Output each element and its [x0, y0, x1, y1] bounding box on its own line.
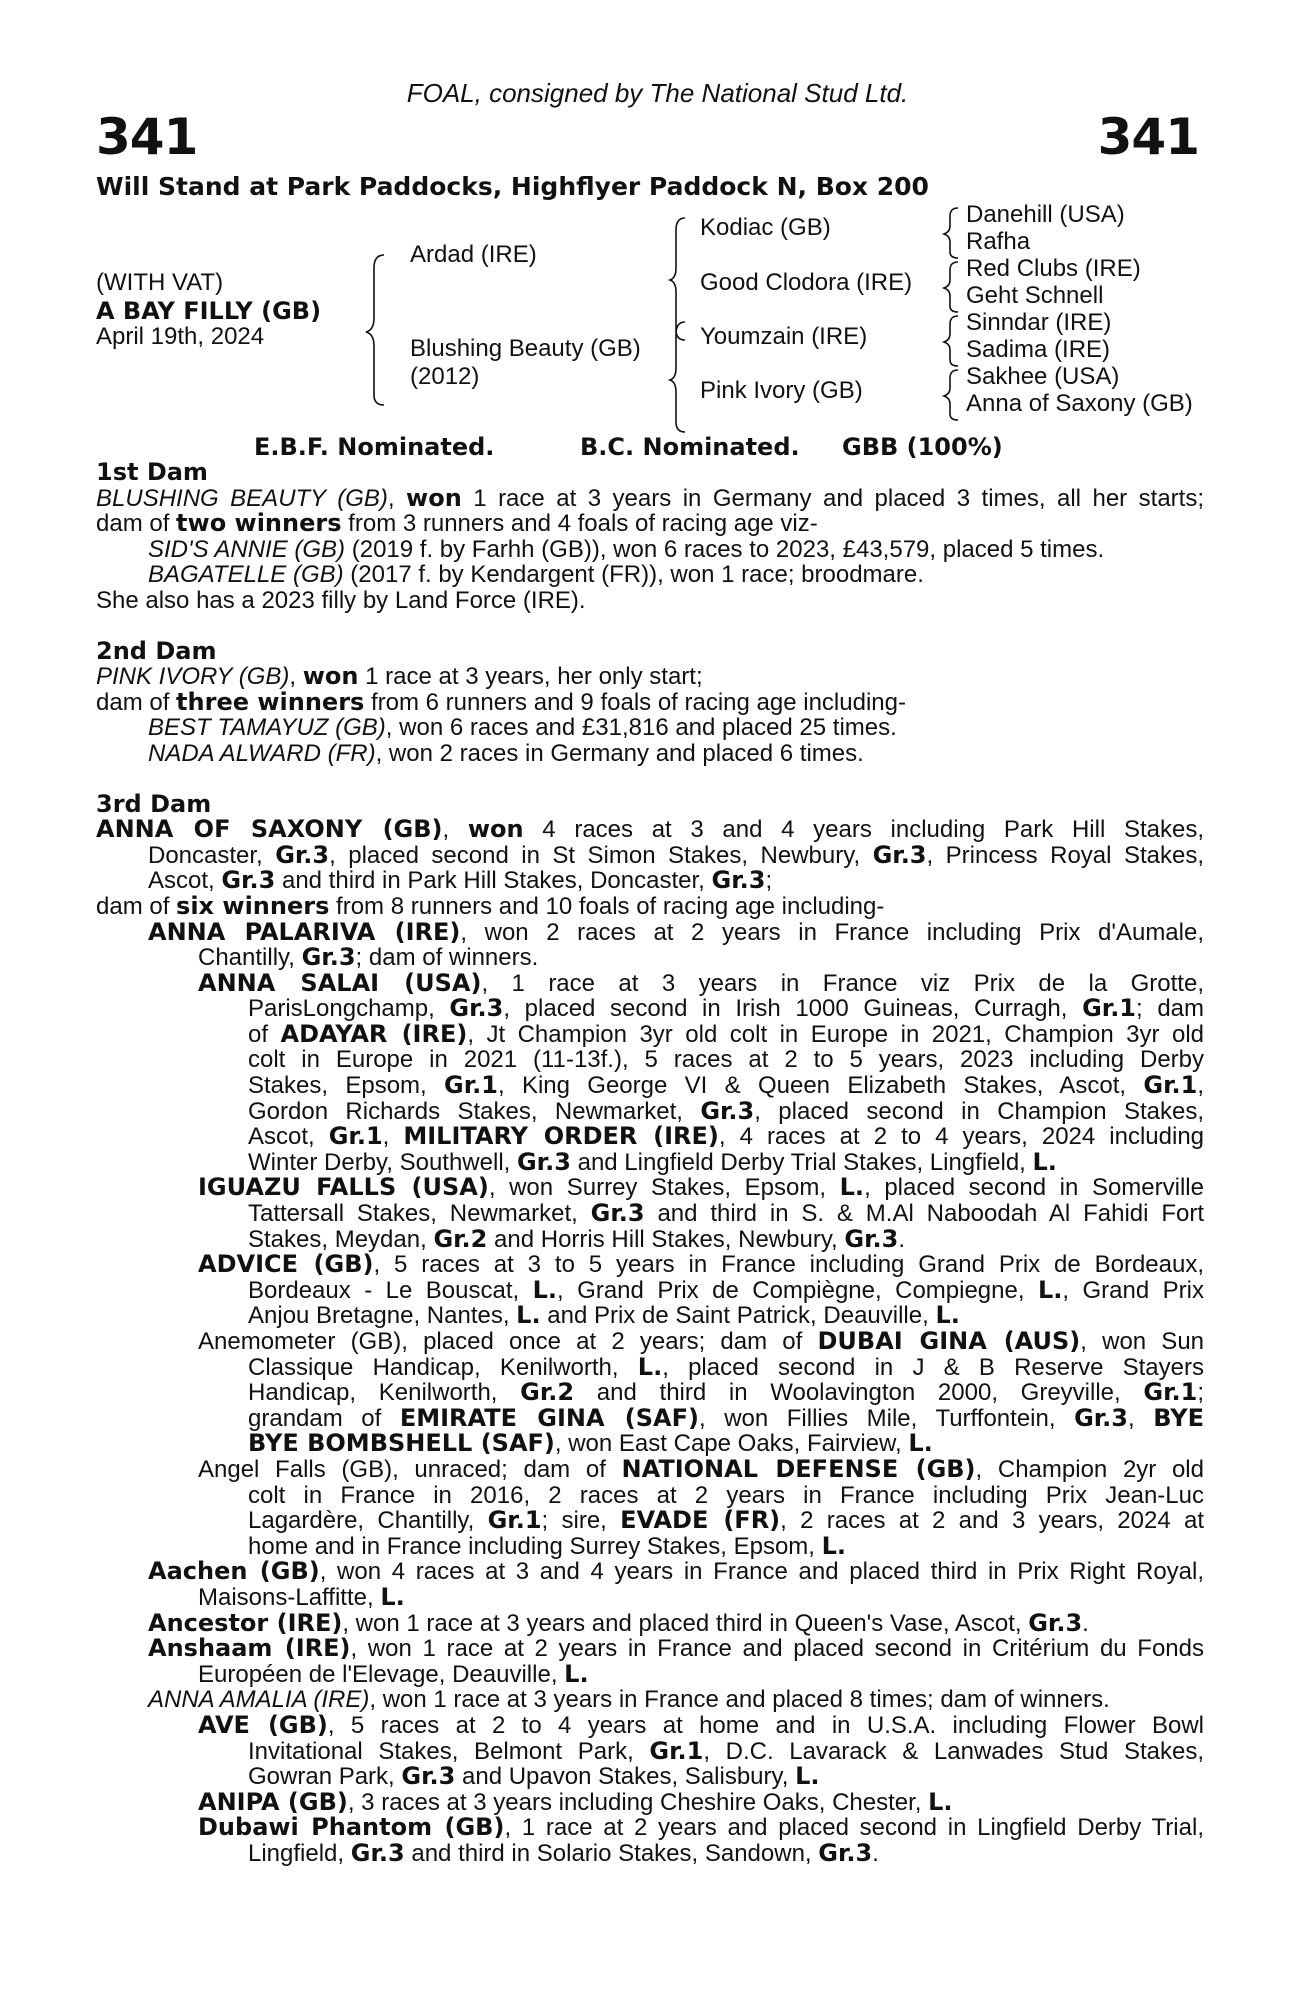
bold-text: 1st Dam	[96, 458, 208, 486]
text-run: , 2 races at 2 and 3 years, 2024 at	[780, 1507, 1204, 1535]
bold-text: 3rd Dam	[96, 789, 212, 818]
bold-text: DUBAI GINA (AUS)	[817, 1327, 1081, 1355]
text-run: Lagardère, Chantilly,	[248, 1507, 488, 1535]
text-line	[96, 687, 1204, 716]
text-line	[96, 1483, 1204, 1509]
text-run: , 1 race at 3 years in France viz Prix de la Grotte,	[481, 969, 1204, 997]
text-run: , placed second in Somerville	[864, 1174, 1204, 1202]
text-line	[96, 1329, 1204, 1355]
sire-dam: Good Clodora (IRE)	[700, 269, 913, 296]
bold-text: ANIPA (GB)	[198, 1787, 348, 1816]
text-line	[96, 1252, 1204, 1278]
text-run: Anemometer (GB), placed once at 2 years; dam of	[198, 1328, 818, 1355]
bold-text: L.	[795, 1762, 820, 1791]
text-run: , D.C. Lavarack & Lanwades Stud Stakes,	[703, 1737, 1204, 1765]
text-run: Anjou Bretagne, Nantes,	[248, 1302, 517, 1330]
text-run: , won 4 races at 3 and 4 years in France and placed third in Prix Right Royal,	[319, 1558, 1205, 1586]
text-run: ParisLongchamp,	[248, 995, 450, 1023]
gbb-rating: GBB (100%)	[842, 433, 1003, 461]
bold-text: EMIRATE GINA (SAF)	[399, 1403, 699, 1432]
text-line	[96, 460, 1204, 486]
bold-text: 2nd Dam	[96, 636, 217, 665]
text-line	[96, 588, 1204, 614]
text-run: Stakes, Epsom,	[248, 1072, 445, 1100]
text-run: dam of	[96, 510, 177, 538]
text-run: , placed second in Irish 1000 Guineas, Curragh,	[503, 995, 1083, 1023]
bold-text: Gr.3	[700, 1096, 755, 1125]
text-run: Tattersall Stakes, Newmarket,	[248, 1200, 591, 1228]
text-run: Invitational Stakes, Belmont Park,	[248, 1737, 650, 1765]
text-run: of	[248, 1020, 281, 1048]
text-line	[96, 1687, 1204, 1713]
text-run: ,	[289, 663, 303, 691]
bold-text: Gr.2	[433, 1224, 488, 1253]
text-run: Lingfield,	[248, 1839, 351, 1867]
text-run: Gowran Park,	[248, 1763, 402, 1791]
text-line	[96, 1838, 1204, 1867]
bold-text: MILITARY ORDER (IRE)	[403, 1122, 719, 1151]
bold-text: L.	[637, 1352, 663, 1381]
bold-text: six winners	[176, 891, 330, 920]
text-run: and third in Woolavington 2000, Greyville,	[574, 1379, 1144, 1407]
text-run: ,	[387, 484, 407, 512]
text-line	[96, 511, 1204, 537]
text-line	[96, 1047, 1204, 1073]
text-line	[96, 789, 1204, 818]
bold-text: L.	[821, 1531, 847, 1560]
text-line	[96, 715, 1204, 741]
bold-text: ANNA OF SAXONY (GB)	[96, 815, 443, 844]
gg-dsd: Sadima (IRE)	[966, 336, 1111, 363]
text-line	[96, 741, 1204, 767]
text-line	[96, 945, 1204, 971]
text-run: from 3 runners and 4 foals of racing age viz-	[341, 510, 818, 538]
text-run: and Upavon Stakes, Salisbury,	[455, 1763, 796, 1791]
bold-text: three winners	[176, 687, 365, 716]
bold-text: Gr.1	[328, 1122, 383, 1151]
bold-text: Gr.1	[444, 1071, 498, 1100]
text-run: ,	[1128, 1404, 1154, 1432]
text-run: .	[898, 1225, 905, 1253]
bold-text: L.	[839, 1173, 865, 1202]
sire-name: Ardad (IRE)	[410, 241, 537, 268]
lot-number-right: 341	[1097, 108, 1199, 166]
text-run: dam of	[96, 688, 177, 716]
bold-text: won	[302, 662, 359, 691]
bold-text: Gr.3	[711, 866, 766, 895]
bold-text: L.	[935, 1301, 960, 1330]
bold-text: Gr.3	[872, 840, 927, 869]
bold-text: EVADE (FR)	[620, 1506, 781, 1535]
text-line	[96, 1659, 1204, 1688]
text-run: , won 2 races at 2 years in France including Prix d'Aumale,	[460, 918, 1205, 946]
text-line	[96, 1710, 1204, 1739]
gg-sdd: Geht Schnell	[966, 282, 1104, 309]
text-run: , won Fillies Mile, Turffontein,	[698, 1404, 1075, 1432]
text-run: ; dam of winners.	[355, 944, 539, 972]
text-run: Winter Derby, Southwell,	[248, 1148, 517, 1176]
text-line	[96, 1559, 1204, 1585]
gg-dss: Sinndar (IRE)	[966, 309, 1112, 336]
bold-text: AVE (GB)	[198, 1710, 328, 1739]
text-run: , Champion 2yr old	[975, 1455, 1204, 1483]
text-line	[96, 664, 1204, 690]
bold-text: ADVICE (GB)	[198, 1250, 374, 1279]
text-run: Classique Handicap, Kenilworth,	[248, 1353, 638, 1381]
text-run: Stakes, Meydan,	[248, 1225, 434, 1253]
ebf-nomination: E.B.F. Nominated.	[254, 433, 495, 461]
text-run: , won 1 race at 3 years and placed third in Queen's Vase, Ascot,	[342, 1609, 1029, 1637]
text-run: , won 2 races in Germany and placed 6 times.	[375, 739, 864, 767]
bold-text: Dubawi Phantom (GB)	[198, 1813, 505, 1842]
text-run: , won 1 race at 2 years in France and placed second in Critérium du Fonds	[350, 1635, 1204, 1663]
text-run: and Prix de Saint Patrick, Deauville,	[540, 1302, 936, 1330]
section-gap	[96, 614, 1204, 639]
text-run: and Horris Hill Stakes, Newbury,	[487, 1225, 845, 1253]
text-line	[96, 1352, 1204, 1381]
text-run: , Princess Royal Stakes,	[926, 841, 1204, 869]
bold-text: Gr.3	[590, 1199, 645, 1228]
text-line	[96, 1303, 1204, 1329]
text-line	[96, 996, 1204, 1022]
text-line	[96, 868, 1204, 894]
text-line	[96, 840, 1204, 869]
bold-text: Gr.1	[487, 1506, 542, 1535]
text-run: ;	[765, 867, 773, 895]
bold-text: L.	[928, 1787, 953, 1816]
italic-text: ANNA AMALIA (IRE)	[148, 1686, 370, 1714]
bold-text: BYE	[1153, 1403, 1204, 1432]
stand-location: Will Stand at Park Paddocks, Highflyer Paddock N, Box 200	[96, 172, 929, 201]
text-run: ; sire,	[541, 1507, 621, 1535]
text-run: , King George VI & Queen Elizabeth Stakes, Ascot,	[497, 1072, 1144, 1100]
italic-text: NADA ALWARD (FR)	[148, 739, 376, 767]
text-line	[96, 1380, 1204, 1406]
text-run: and Lingfield Derby Trial Stakes, Lingfield,	[570, 1148, 1033, 1176]
text-run: , Jt Champion 3yr old colt in Europe in 2021, Champion 3yr old	[467, 1020, 1204, 1048]
text-run: , Grand Prix de Compiègne, Compiegne,	[557, 1276, 1038, 1304]
lot-number-left: 341	[96, 108, 198, 166]
gg-dds: Sakhee (USA)	[966, 363, 1120, 390]
text-run: ,	[382, 1123, 404, 1151]
text-run: Européen de l'Elevage, Deauville,	[198, 1660, 565, 1688]
text-run: Bordeaux - Le Bouscat,	[248, 1276, 533, 1304]
bold-text: L.	[380, 1582, 405, 1611]
text-run: home and in France including Surrey Stakes, Epsom,	[248, 1532, 822, 1560]
bold-text: L.	[532, 1275, 558, 1304]
text-line	[96, 1454, 1204, 1483]
bold-text: Anshaam (IRE)	[148, 1634, 351, 1663]
italic-text: SID'S ANNIE (GB)	[148, 535, 346, 563]
text-run: , won East Cape Oaks, Fairview,	[554, 1430, 909, 1458]
bold-text: L.	[908, 1429, 933, 1458]
bold-text: Gr.3	[516, 1147, 571, 1176]
text-run: ; dam	[1136, 995, 1205, 1023]
text-run: , 3 races at 3 years including Cheshire Oaks, Chester,	[347, 1788, 929, 1816]
bold-text: NATIONAL DEFENSE (GB)	[621, 1454, 976, 1483]
bold-text: Gr.1	[1143, 1071, 1198, 1100]
text-run: , placed second in St Simon Stakes, Newbury,	[329, 841, 873, 869]
text-run: , 1 race at 2 years and placed second in Lingfield Derby Trial,	[504, 1814, 1204, 1842]
bold-text: Gr.1	[649, 1736, 704, 1765]
bold-text: Gr.3	[275, 840, 330, 869]
text-run: .	[1082, 1609, 1089, 1637]
vat-note: (WITH VAT)	[96, 269, 224, 296]
text-run: ;	[1197, 1379, 1204, 1407]
italic-text: BAGATELLE (GB)	[148, 561, 344, 589]
dam-name: Blushing Beauty (GB)	[410, 335, 641, 362]
text-line	[96, 483, 1204, 512]
sire-sire: Kodiac (GB)	[700, 214, 831, 241]
gg-ssd: Rafha	[966, 228, 1031, 255]
text-run: (2019 f. by Farhh (GB)), won 6 races to 2023, £43,579, placed 5 times.	[345, 535, 1105, 563]
section-gap	[96, 767, 1204, 792]
text-run: Angel Falls (GB), unraced; dam of	[198, 1455, 622, 1483]
text-run: colt in Europe in 2021 (11-13f.), 5 races at 2 to 5 years, 2023 including Derby	[248, 1046, 1204, 1074]
gg-ddd: Anna of Saxony (GB)	[966, 390, 1193, 417]
bold-text: ANNA PALARIVA (IRE)	[148, 917, 461, 946]
text-run: , won 1 race at 3 years in France and placed 8 times; dam of winners.	[369, 1686, 1110, 1714]
text-run: Ascot,	[148, 867, 222, 895]
consignment-line: FOAL, consigned by The National Stud Ltd.	[406, 78, 909, 108]
text-line	[96, 1508, 1204, 1534]
bold-text: Gr.1	[1143, 1378, 1198, 1407]
bold-text: won	[406, 483, 462, 512]
text-run: grandam of	[248, 1404, 400, 1432]
text-run: Doncaster,	[148, 841, 276, 869]
subject-name: A BAY FILLY (GB)	[96, 297, 322, 325]
text-run: , 5 races at 3 to 5 years in France including Grand Prix de Bordeaux,	[373, 1251, 1205, 1279]
bold-text: L.	[564, 1659, 589, 1688]
bold-text: won	[467, 815, 524, 844]
bold-text: ANNA SALAI (USA)	[198, 968, 482, 997]
gg-sds: Red Clubs (IRE)	[966, 255, 1141, 282]
text-line	[96, 1224, 1204, 1253]
dam-sire: Youmzain (IRE)	[700, 323, 868, 350]
text-line	[96, 1582, 1204, 1611]
text-line	[96, 917, 1205, 946]
bold-text: Gr.3	[301, 943, 356, 972]
text-run: Handicap, Kenilworth,	[248, 1379, 521, 1407]
bc-nomination: B.C. Nominated.	[580, 433, 800, 461]
text-run: ,	[1197, 1072, 1204, 1100]
text-run: and third in S. & M.Al Naboodah Al Fahidi Fort	[644, 1200, 1204, 1228]
dam-year: (2012)	[410, 363, 480, 390]
text-run: , 4 races at 2 to 4 years, 2024 including	[718, 1123, 1205, 1151]
bold-text: Gr.3	[449, 994, 504, 1023]
text-line	[96, 1073, 1204, 1099]
bold-text: L.	[1032, 1147, 1057, 1176]
text-run: Chantilly,	[198, 944, 302, 972]
text-line	[96, 1096, 1204, 1125]
text-line	[96, 1531, 1204, 1560]
text-line	[96, 891, 1204, 920]
text-run: dam of	[96, 892, 177, 920]
bold-text: Gr.3	[818, 1838, 873, 1867]
text-line	[96, 1175, 1204, 1201]
text-line	[96, 1431, 1204, 1457]
dam-dam: Pink Ivory (GB)	[700, 377, 863, 404]
text-line	[96, 562, 1204, 588]
text-line	[96, 1636, 1204, 1662]
text-line	[96, 1815, 1204, 1841]
bold-text: Gr.3	[401, 1762, 456, 1791]
text-run: , placed second in Champion Stakes,	[754, 1097, 1204, 1125]
text-line	[96, 1124, 1204, 1150]
bold-text: Gr.2	[520, 1378, 575, 1407]
bold-text: Gr.3	[844, 1224, 899, 1253]
text-line	[96, 1201, 1204, 1227]
text-run: colt in France in 2016, 2 races at 2 years in France including Prix Jean-Luc	[248, 1481, 1204, 1509]
text-run: 4 races at 3 and 4 years including Park Hill Stakes,	[523, 816, 1204, 844]
italic-text: PINK IVORY (GB)	[96, 663, 290, 691]
text-run: 1 race at 3 years in Germany and placed 3 times, all her starts;	[461, 484, 1204, 512]
text-run: Maisons-Laffitte,	[198, 1583, 381, 1611]
bold-text: Gr.3	[1028, 1608, 1083, 1637]
text-line	[96, 1019, 1204, 1048]
text-run: .	[872, 1839, 879, 1867]
text-line	[96, 1736, 1204, 1765]
text-run: ,	[442, 816, 468, 844]
text-run: (2017 f. by Kendargent (FR)), won 1 race; broodmare.	[343, 561, 924, 589]
bold-text: Gr.3	[221, 866, 276, 895]
text-line	[96, 817, 1204, 843]
foaling-date: April 19th, 2024	[96, 323, 265, 350]
text-line	[96, 1147, 1204, 1176]
bold-text: Gr.3	[1074, 1403, 1128, 1432]
bold-text: Ancestor (IRE)	[148, 1608, 343, 1637]
bold-text: Aachen (GB)	[148, 1557, 320, 1586]
text-line	[96, 537, 1204, 563]
text-run: Ascot,	[248, 1123, 329, 1151]
text-run: and third in Solario Stakes, Sandown,	[404, 1839, 819, 1867]
italic-text: BEST TAMAYUZ (GB)	[148, 714, 386, 742]
text-run: from 8 runners and 10 foals of racing age including-	[329, 892, 885, 920]
text-line	[96, 1275, 1204, 1304]
bold-text: L.	[1037, 1275, 1063, 1304]
text-run: from 6 runners and 9 foals of racing age including-	[364, 688, 906, 716]
text-line	[96, 1764, 1204, 1790]
text-line	[96, 1403, 1204, 1432]
bold-text: Gr.1	[1082, 994, 1137, 1023]
text-line	[96, 1787, 1204, 1816]
text-run: and third in Park Hill Stakes, Doncaster,	[275, 867, 712, 895]
bold-text: BYE BOMBSHELL (SAF)	[248, 1429, 555, 1458]
text-run: , won 6 races and £31,816 and placed 25 times.	[385, 714, 897, 742]
text-run: She also has a 2023 filly by Land Force (IRE).	[96, 586, 586, 614]
text-run: , won Sun	[1080, 1328, 1205, 1355]
text-run: 1 race at 3 years, her only start;	[358, 663, 703, 691]
text-run: , 5 races at 2 to 4 years at home and in U.S.A. including Flower Bowl	[327, 1711, 1204, 1739]
family-text	[96, 460, 1204, 1866]
bold-text: L.	[516, 1301, 541, 1330]
bold-text: IGUAZU FALLS (USA)	[198, 1173, 489, 1202]
text-line	[96, 1608, 1204, 1637]
text-line	[96, 968, 1204, 997]
gg-sss: Danehill (USA)	[966, 201, 1125, 228]
bold-text: two winners	[176, 509, 342, 538]
bold-text: ADAYAR (IRE)	[280, 1019, 468, 1048]
text-run: Gordon Richards Stakes, Newmarket,	[248, 1097, 701, 1125]
bold-text: Gr.3	[350, 1838, 405, 1867]
text-run: , Grand Prix	[1062, 1276, 1204, 1304]
text-run: , won Surrey Stakes, Epsom,	[488, 1174, 840, 1202]
italic-text: BLUSHING BEAUTY (GB)	[96, 484, 388, 512]
text-run: , placed second in J & B Reserve Stayers	[662, 1353, 1204, 1381]
text-line	[96, 636, 1204, 665]
